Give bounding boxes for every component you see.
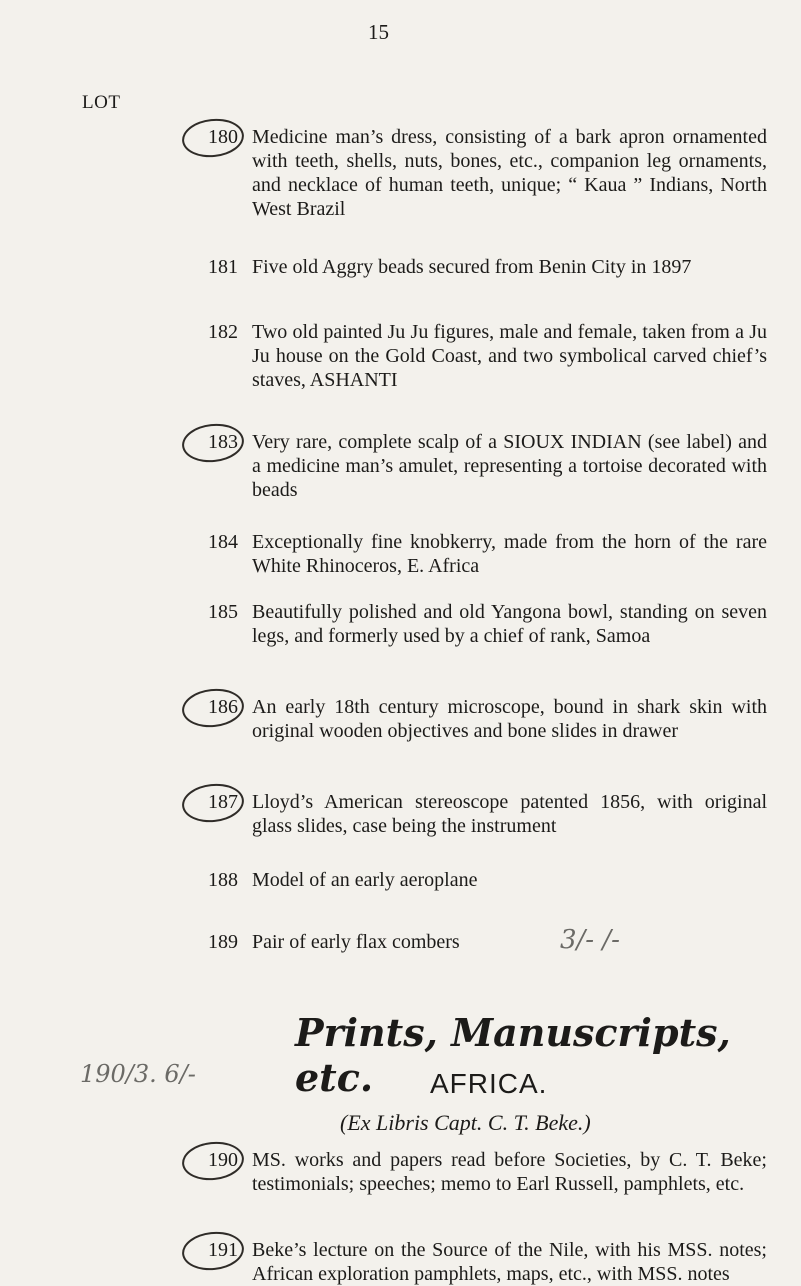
- lot-number: 190: [208, 1149, 238, 1171]
- lot-column-header: LOT: [82, 92, 121, 113]
- lot-number: 181: [208, 256, 238, 278]
- lot-description: Very rare, complete scalp of a SIOUX INDIAN (see label) and a medicine man’s amulet, representing a tortoise decorated with beads: [252, 431, 767, 501]
- lot-description: An early 18th century microscope, bound in shark skin with original wooden objectives and bone slides in drawer: [252, 696, 767, 742]
- lot-description: Five old Aggry beads secured from Benin City in 1897: [252, 256, 692, 278]
- lot-description: Medicine man’s dress, consisting of a bark apron ornamented with teeth, shells, nuts, bones, etc., companion leg ornaments, and necklace of human teeth, unique; “ Kaua ” Indians, North West Brazil: [252, 126, 767, 220]
- section-heading: Prints, Manuscripts, etc.: [295, 1010, 731, 1100]
- lot-description: Exceptionally fine knobkerry, made from the horn of the rare White Rhinoceros, E. Africa: [252, 531, 767, 577]
- pencil-price-note: 3/- /-: [560, 925, 620, 955]
- page-number: 15: [368, 20, 389, 44]
- lot-description: Model of an early aeroplane: [252, 869, 478, 891]
- lot-number: 184: [208, 531, 238, 553]
- provenance-note: (Ex Libris Capt. C. T. Beke.): [340, 1110, 591, 1135]
- lot-number: 180: [208, 126, 238, 148]
- lot-number: 186: [208, 696, 238, 718]
- lot-description: Beautifully polished and old Yangona bowl, standing on seven legs, and formerly used by a chief of rank, Samoa: [252, 601, 767, 647]
- lot-description: MS. works and papers read before Societies, by C. T. Beke; testimonials; speeches; memo to Earl Russell, pamphlets, etc.: [252, 1149, 767, 1195]
- lot-description: Pair of early flax combers: [252, 931, 460, 953]
- section-subheading: AFRICA.: [430, 1068, 548, 1099]
- lot-number: 185: [208, 601, 238, 623]
- lot-number: 187: [208, 791, 238, 813]
- lot-number: 189: [208, 931, 238, 953]
- lot-number: 191: [208, 1239, 238, 1261]
- lot-number: 188: [208, 869, 238, 891]
- lot-description: Lloyd’s American stereoscope patented 1856, with original glass slides, case being the instrument: [252, 791, 767, 837]
- lot-description: Two old painted Ju Ju figures, male and female, taken from a Ju Ju house on the Gold Coast, and two symbolical carved chief’s staves, ASHANTI: [252, 321, 767, 391]
- lot-number: 183: [208, 431, 238, 453]
- lot-description: Beke’s lecture on the Source of the Nile, with his MSS. notes; African exploration pamphlets, maps, etc., with MSS. notes: [252, 1239, 767, 1285]
- pencil-margin-note: 190/3. 6/-: [80, 1060, 196, 1088]
- lot-number: 182: [208, 321, 238, 343]
